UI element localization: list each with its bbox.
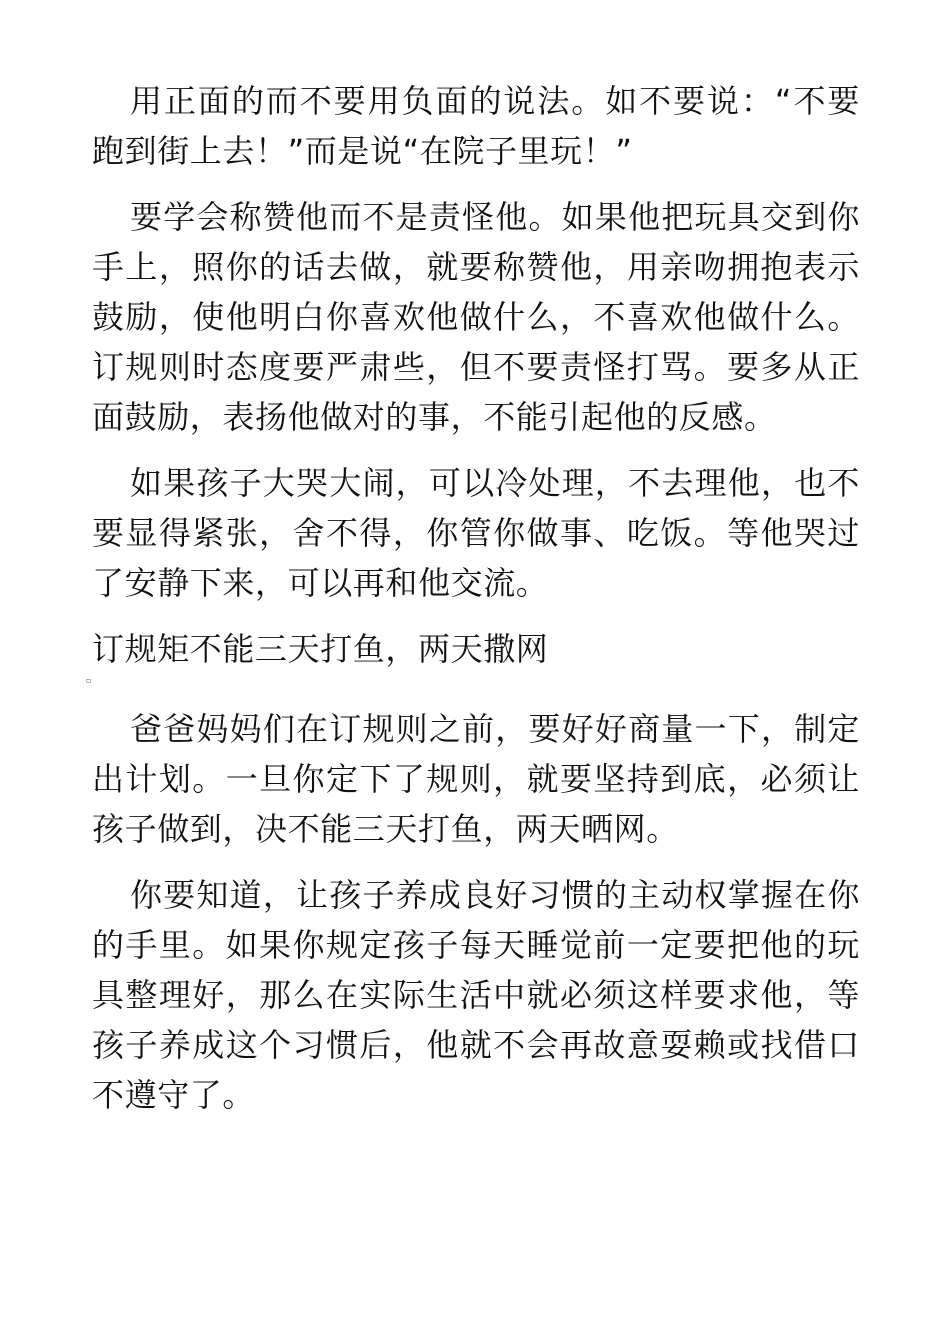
paragraph-praise: 要学会称赞他而不是责怪他。如果他把玩具交到你手上，照你的话去做，就要称赞他，用亲吻拥抱表示鼓励，使他明白你喜欢他做什么，不喜欢他做什么。订规则时态度要严肃些，但不要责怪打骂。要多从正面鼓励，表扬他做对的事，不能引起他的反感。 bbox=[92, 198, 860, 436]
paragraph-positive-phrasing: 用正面的而不要用负面的说法。如不要说：“不要跑到街上去！”而是说“在院子里玩！” bbox=[92, 82, 860, 170]
section-heading: 订规矩不能三天打鱼，两天撒网 bbox=[92, 630, 549, 668]
small-mark: ▫ bbox=[86, 676, 92, 685]
paragraph-initiative: 你要知道，让孩子养成良好习惯的主动权掌握在你的手里。如果你规定孩子每天睡觉前一定要把他的玩具整理好，那么在实际生活中就必须这样要求他，等孩子养成这个习惯后，他就不会再故意耍赖或找借口不遵守了。 bbox=[92, 876, 860, 1114]
document-page bbox=[86, 76, 860, 1136]
paragraph-consistency: 爸爸妈妈们在订规则之前，要好好商量一下，制定出计划。一旦你定下了规则，就要坚持到底，必须让孩子做到，决不能三天打鱼，两天晒网。 bbox=[92, 710, 860, 848]
paragraph-cold-handling: 如果孩子大哭大闹，可以冷处理，不去理他，也不要显得紧张，舍不得，你管你做事、吃饭。等他哭过了安静下来，可以再和他交流。 bbox=[92, 464, 860, 602]
